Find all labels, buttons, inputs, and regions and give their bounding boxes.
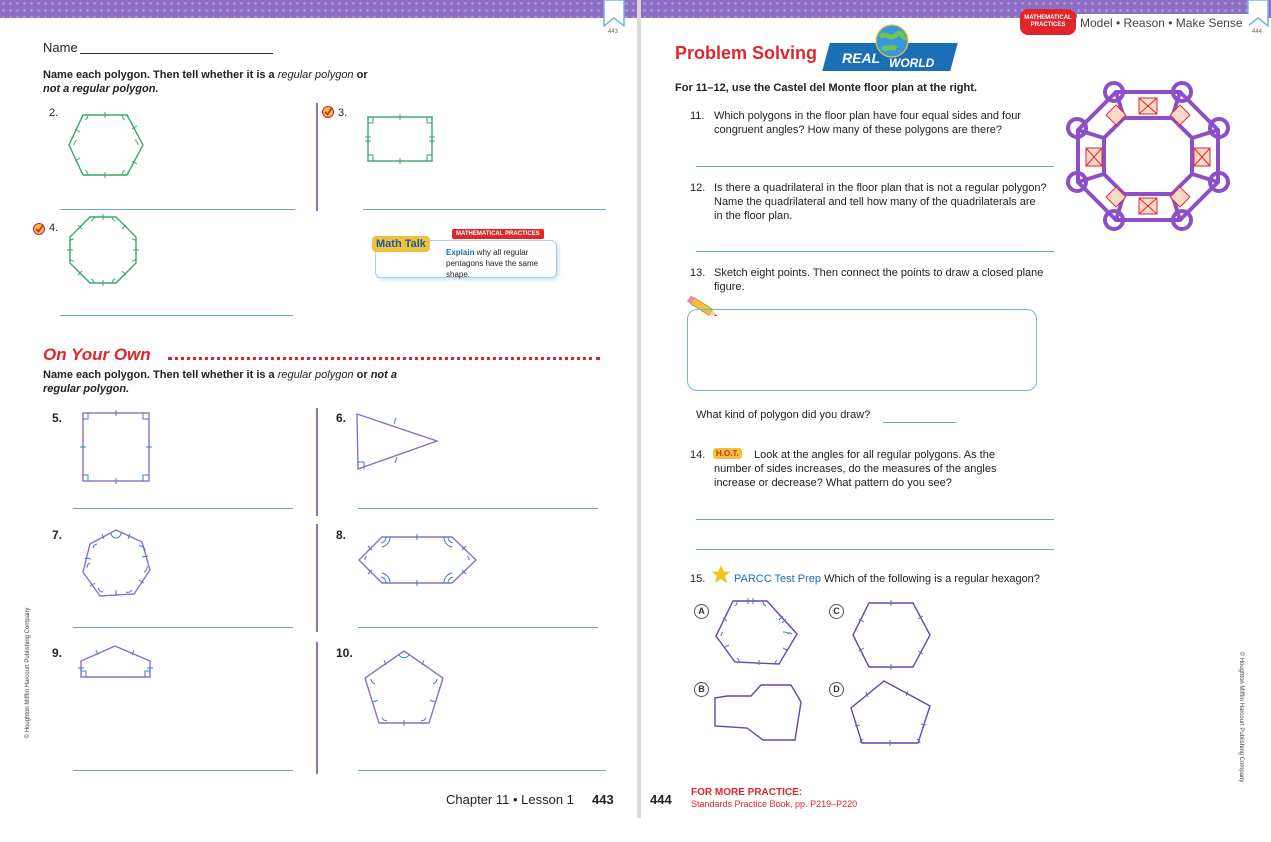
wide-hexagon-figure: [356, 534, 480, 586]
option-a-figure: [713, 598, 799, 668]
q12-text: Is there a quadrilateral in the floor plan that is not a regular polygon? Name the quadrilateral and tell how many of the quadrilaterals are in the floor plan.: [714, 182, 1047, 222]
item-number: 4.: [49, 222, 59, 234]
column-divider: [316, 524, 318, 632]
math-talk-text: Explain why all regular pentagons have the same shape.: [446, 248, 539, 279]
q14-number: 14.: [690, 449, 706, 461]
q15-number: 15.: [690, 573, 706, 585]
star-icon: [711, 564, 731, 584]
math-practices-badge: MATHEMATICAL PRACTICES: [452, 229, 544, 239]
copyright-right: © Houghton Mifflin Harcourt Publishing Company: [1238, 651, 1244, 783]
practice-book-ref: Standards Practice Book, pp. P219–P220: [691, 799, 858, 809]
item-number: 6.: [336, 411, 347, 425]
column-divider: [316, 642, 318, 774]
bookmark-icon[interactable]: [604, 0, 624, 26]
instructions: Name each polygon. Then tell whether it is a regular polygon or not a regular polygon.: [43, 69, 368, 95]
q11-text: Which polygons in the floor plan have four equal sides and four congruent angles? How many of these polygons are there?: [714, 110, 1021, 136]
q14-lines: number of sides increases, do the measures of the angles increase or decrease? What pattern do you see?: [714, 463, 997, 489]
answer-line[interactable]: [73, 627, 293, 628]
heading-dotted-rule: [168, 357, 600, 360]
q12-answer-line[interactable]: [696, 251, 1054, 252]
q12-number: 12.: [690, 182, 706, 194]
q14-answer-line[interactable]: [696, 519, 1054, 520]
option-d-figure: [848, 678, 934, 746]
pentagon-figure: [362, 648, 446, 728]
q11-answer-line[interactable]: [696, 166, 1054, 167]
option-c[interactable]: C: [829, 604, 844, 619]
square-figure: [80, 410, 154, 484]
math-talk-title: Math Talk: [372, 236, 430, 252]
world-label: WORLD: [889, 56, 935, 70]
q14-line1: Look at the angles for all regular polygons. As the: [754, 449, 995, 461]
answer-line[interactable]: [358, 770, 606, 771]
q13-number: 13.: [690, 267, 706, 279]
answer-line[interactable]: [73, 508, 293, 509]
mp-badge: MATHEMATICAL PRACTICES: [1020, 9, 1076, 35]
check-icon: [322, 106, 334, 118]
name-field[interactable]: [80, 53, 273, 54]
q14-answer-line-2[interactable]: [696, 549, 1054, 550]
octagon-figure: [66, 214, 140, 288]
answer-line[interactable]: [358, 627, 598, 628]
problem-solving-title: Problem Solving: [675, 43, 818, 63]
column-divider: [316, 408, 318, 516]
answer-line[interactable]: [60, 315, 293, 316]
pentagon-house-figure: [78, 644, 154, 680]
q15-text: PARCC Test Prep Which of the following is a regular hexagon?: [734, 573, 1040, 585]
corner-page-number-right: 444: [1252, 29, 1263, 35]
intro-text: For 11–12, use the Castel del Monte floor plan at the right.: [675, 82, 977, 94]
copyright-left: © Houghton Mifflin Harcourt Publishing Company: [25, 607, 31, 739]
item-number: 3.: [338, 107, 348, 119]
rectangle-figure: [364, 114, 436, 164]
page-number: 443: [592, 792, 614, 807]
sketch-area[interactable]: [687, 309, 1037, 391]
practices-banner: Model • Reason • Make Sense: [1077, 14, 1249, 32]
option-a[interactable]: A: [694, 604, 709, 619]
bookmark-icon-right[interactable]: [1248, 0, 1268, 26]
chapter-lesson: Chapter 11 • Lesson 1: [446, 792, 574, 807]
castel-floor-plan: [1068, 78, 1228, 234]
header-pattern-left: [0, 0, 637, 18]
page-gutter: [637, 0, 641, 818]
more-practice-label: FOR MORE PRACTICE:: [691, 787, 803, 798]
item-number: 7.: [52, 528, 63, 542]
page-number-right: 444: [650, 792, 672, 807]
q13-followup: What kind of polygon did you draw?: [696, 409, 871, 421]
answer-line[interactable]: [60, 209, 295, 210]
q13-text: Sketch eight points. Then connect the points to draw a closed plane figure.: [714, 267, 1044, 293]
instructions-2: Name each polygon. Then tell whether it is a regular polygon or not a regular polygon.: [43, 369, 397, 395]
item-number: 5.: [52, 411, 63, 425]
hexagon-figure: [66, 112, 146, 182]
column-divider: [316, 103, 318, 211]
item-number: 10.: [336, 646, 353, 660]
option-c-figure: [850, 600, 932, 670]
option-b[interactable]: B: [694, 682, 709, 697]
name-label: Name: [43, 40, 78, 55]
corner-page-number: 443: [608, 29, 619, 35]
option-d[interactable]: D: [829, 682, 844, 697]
answer-line[interactable]: [73, 770, 293, 771]
item-number: 9.: [52, 646, 63, 660]
q11-number: 11.: [690, 110, 705, 122]
triangle-figure: [354, 412, 440, 472]
answer-line[interactable]: [358, 508, 598, 509]
on-your-own-heading: On Your Own: [43, 345, 151, 364]
item-number: 8.: [336, 528, 347, 542]
q13-answer-line[interactable]: [883, 422, 956, 423]
answer-line[interactable]: [363, 209, 606, 210]
check-icon: [33, 223, 45, 235]
hot-badge: H.O.T.: [713, 448, 742, 459]
option-b-figure: [711, 682, 803, 742]
real-label: REAL: [842, 50, 881, 66]
heptagon-figure: [78, 526, 156, 602]
item-number: 2.: [49, 107, 59, 119]
